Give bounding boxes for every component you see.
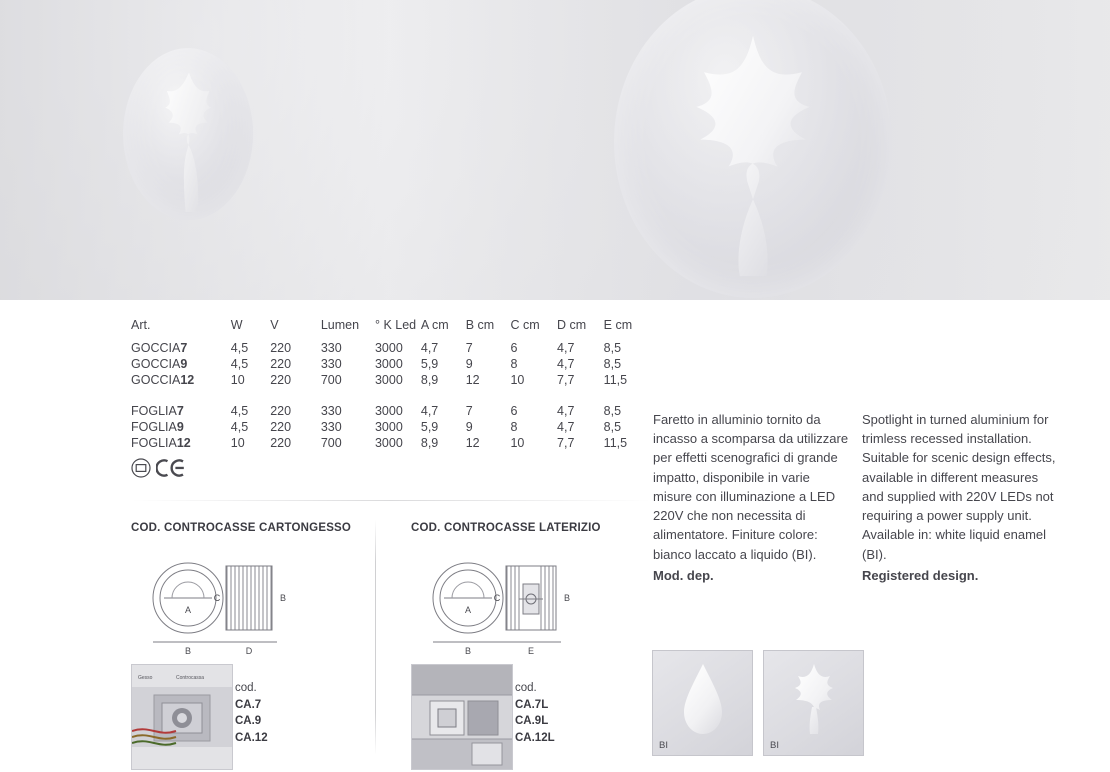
cell-c: 6 bbox=[510, 341, 518, 355]
code-item: CA.9 bbox=[235, 715, 262, 728]
cell-c: 6 bbox=[510, 404, 518, 418]
installation-photo bbox=[411, 664, 513, 770]
cell-lumen: 700 bbox=[320, 373, 342, 387]
table-row bbox=[131, 372, 651, 388]
cell-v: 220 bbox=[270, 420, 292, 434]
cell-v: 220 bbox=[270, 404, 292, 418]
drop-shape-icon bbox=[680, 662, 726, 736]
cell-art: GOCCIA7 bbox=[131, 341, 188, 355]
cell-d: 4,7 bbox=[557, 404, 575, 418]
table-group-foglia bbox=[131, 403, 651, 451]
cell-w: 4,5 bbox=[230, 341, 249, 355]
cell-d: 7,7 bbox=[557, 436, 575, 450]
description-italian-bold: Mod. dep. bbox=[653, 567, 714, 583]
panel-title: COD. CONTROCASSE CARTONGESSO bbox=[131, 522, 352, 534]
product-hero-image bbox=[0, 0, 1110, 300]
svg-text:Controcassa: Controcassa bbox=[176, 675, 205, 681]
table-group-gap bbox=[131, 388, 651, 403]
cell-art: FOGLIA7 bbox=[131, 404, 184, 418]
table-row bbox=[131, 419, 651, 435]
cell-e: 8,5 bbox=[603, 404, 622, 418]
table-group-goccia bbox=[131, 340, 651, 403]
panel-laterizio bbox=[411, 522, 651, 772]
cell-v: 220 bbox=[270, 373, 292, 387]
finish-swatch-leaf bbox=[763, 650, 864, 756]
cell-lumen: 330 bbox=[320, 357, 342, 371]
code-list-cartongesso bbox=[235, 680, 268, 747]
cell-art: GOCCIA9 bbox=[131, 357, 188, 371]
cell-k: 3000 bbox=[374, 404, 403, 418]
cell-w: 10 bbox=[230, 373, 245, 387]
cell-v: 220 bbox=[270, 341, 292, 355]
cell-k: 3000 bbox=[374, 373, 403, 387]
code-item: CA.12L bbox=[515, 732, 555, 745]
cod-label: cod. bbox=[235, 682, 257, 694]
cell-k: 3000 bbox=[374, 341, 403, 355]
cell-b: 9 bbox=[465, 357, 473, 371]
cell-lumen: 330 bbox=[320, 420, 342, 434]
code-item: CA.7 bbox=[235, 698, 262, 711]
table-row bbox=[131, 403, 651, 419]
cell-a: 8,9 bbox=[420, 436, 439, 450]
swatch-label: BI bbox=[659, 740, 668, 751]
photo-row-cartongesso bbox=[131, 664, 371, 772]
panel-divider bbox=[375, 520, 376, 755]
finish-swatch-drop bbox=[652, 650, 753, 756]
finish-swatches bbox=[652, 650, 864, 756]
cell-b: 9 bbox=[465, 420, 473, 434]
svg-text:E: E bbox=[527, 646, 535, 656]
cell-w: 4,5 bbox=[230, 404, 249, 418]
cell-art: FOGLIA12 bbox=[131, 436, 191, 450]
cell-w: 4,5 bbox=[230, 357, 249, 371]
cell-e: 11,5 bbox=[603, 436, 628, 450]
col-d: D cm bbox=[557, 318, 587, 332]
cell-v: 220 bbox=[270, 436, 292, 450]
cell-w: 10 bbox=[230, 436, 245, 450]
swatch-label: BI bbox=[770, 740, 779, 751]
cell-b: 12 bbox=[465, 373, 480, 387]
code-item: CA.12 bbox=[235, 732, 268, 745]
cell-art: GOCCIA12 bbox=[131, 373, 195, 387]
installation-photo bbox=[131, 664, 233, 770]
svg-text:B: B bbox=[464, 646, 472, 656]
table-row bbox=[131, 435, 651, 451]
cell-k: 3000 bbox=[374, 420, 403, 434]
col-e: E cm bbox=[603, 318, 633, 332]
code-item: CA.7L bbox=[515, 698, 549, 711]
col-c: C cm bbox=[510, 318, 540, 332]
svg-text:B: B bbox=[184, 646, 192, 656]
class-ii-icon bbox=[131, 458, 151, 478]
cell-b: 12 bbox=[465, 436, 480, 450]
cell-k: 3000 bbox=[374, 436, 403, 450]
col-art: Art. bbox=[131, 318, 151, 332]
col-w: W bbox=[230, 318, 243, 332]
cell-k: 3000 bbox=[374, 357, 403, 371]
svg-text:A: A bbox=[184, 605, 192, 615]
table-row bbox=[131, 340, 651, 356]
svg-text:B: B bbox=[279, 593, 287, 603]
specification-table bbox=[131, 318, 651, 451]
cell-a: 4,7 bbox=[420, 341, 439, 355]
description-english bbox=[862, 410, 1062, 585]
cell-b: 7 bbox=[465, 404, 473, 418]
certification-marks bbox=[131, 458, 186, 478]
svg-text:B: B bbox=[563, 593, 571, 603]
svg-text:Gesso: Gesso bbox=[138, 675, 153, 681]
col-v: V bbox=[270, 318, 279, 332]
svg-text:A: A bbox=[464, 605, 472, 615]
leaf-shape-small-icon bbox=[138, 66, 240, 216]
svg-text:C: C bbox=[493, 593, 501, 603]
description-italian-text: Faretto in alluminio tornito da incasso a scomparsa da utilizzare per effetti scenografici di grande impatto, disponibile in varie misure con illuminazione a LED 220V che non necessita di alimentatore. Finiture colore: bianco laccato a liquido (BI). bbox=[653, 412, 849, 562]
cell-lumen: 330 bbox=[320, 341, 342, 355]
section-divider bbox=[131, 500, 651, 501]
cell-lumen: 330 bbox=[320, 404, 342, 418]
cell-a: 5,9 bbox=[420, 357, 439, 371]
cell-b: 7 bbox=[465, 341, 473, 355]
description-italian bbox=[653, 410, 849, 585]
cell-c: 10 bbox=[510, 436, 525, 450]
cell-d: 7,7 bbox=[557, 373, 575, 387]
technical-drawing-laterizio bbox=[411, 550, 651, 656]
description-english-bold: Registered design. bbox=[862, 567, 979, 583]
cell-v: 220 bbox=[270, 357, 292, 371]
col-lumen: Lumen bbox=[320, 318, 360, 332]
cell-lumen: 700 bbox=[320, 436, 342, 450]
table-row bbox=[131, 356, 651, 372]
table-header-row bbox=[131, 318, 651, 340]
col-a: A cm bbox=[420, 318, 449, 332]
cell-a: 8,9 bbox=[420, 373, 439, 387]
leaf-shape-large-icon bbox=[640, 30, 866, 280]
cell-d: 4,7 bbox=[557, 420, 575, 434]
cell-d: 4,7 bbox=[557, 341, 575, 355]
cell-e: 11,5 bbox=[603, 373, 628, 387]
photo-row-laterizio bbox=[411, 664, 651, 772]
cell-c: 10 bbox=[510, 373, 525, 387]
cell-w: 4,5 bbox=[230, 420, 249, 434]
cell-e: 8,5 bbox=[603, 341, 622, 355]
technical-drawing-cartongesso bbox=[131, 550, 371, 656]
col-b: B cm bbox=[465, 318, 495, 332]
cell-e: 8,5 bbox=[603, 357, 622, 371]
cell-c: 8 bbox=[510, 420, 518, 434]
cell-a: 4,7 bbox=[420, 404, 439, 418]
leaf-shape-icon bbox=[785, 662, 843, 736]
code-list-laterizio bbox=[515, 680, 555, 747]
cell-d: 4,7 bbox=[557, 357, 575, 371]
panel-title: COD. CONTROCASSE LATERIZIO bbox=[411, 522, 601, 534]
col-kled: ° K Led bbox=[374, 318, 417, 332]
cell-e: 8,5 bbox=[603, 420, 622, 434]
svg-text:C: C bbox=[213, 593, 221, 603]
ce-mark bbox=[156, 458, 186, 478]
cell-c: 8 bbox=[510, 357, 518, 371]
cell-art: FOGLIA9 bbox=[131, 420, 184, 434]
panel-cartongesso bbox=[131, 522, 371, 772]
svg-text:D: D bbox=[245, 646, 253, 656]
cod-label: cod. bbox=[515, 682, 537, 694]
description-english-text: Spotlight in turned aluminium for trimless recessed installation. Suitable for scenic design effects, available in different measures and supplied with 220V LEDs not requiring a power supply unit. Available in: white liquid enamel (BI). bbox=[862, 412, 1056, 562]
cell-a: 5,9 bbox=[420, 420, 439, 434]
code-item: CA.9L bbox=[515, 715, 549, 728]
